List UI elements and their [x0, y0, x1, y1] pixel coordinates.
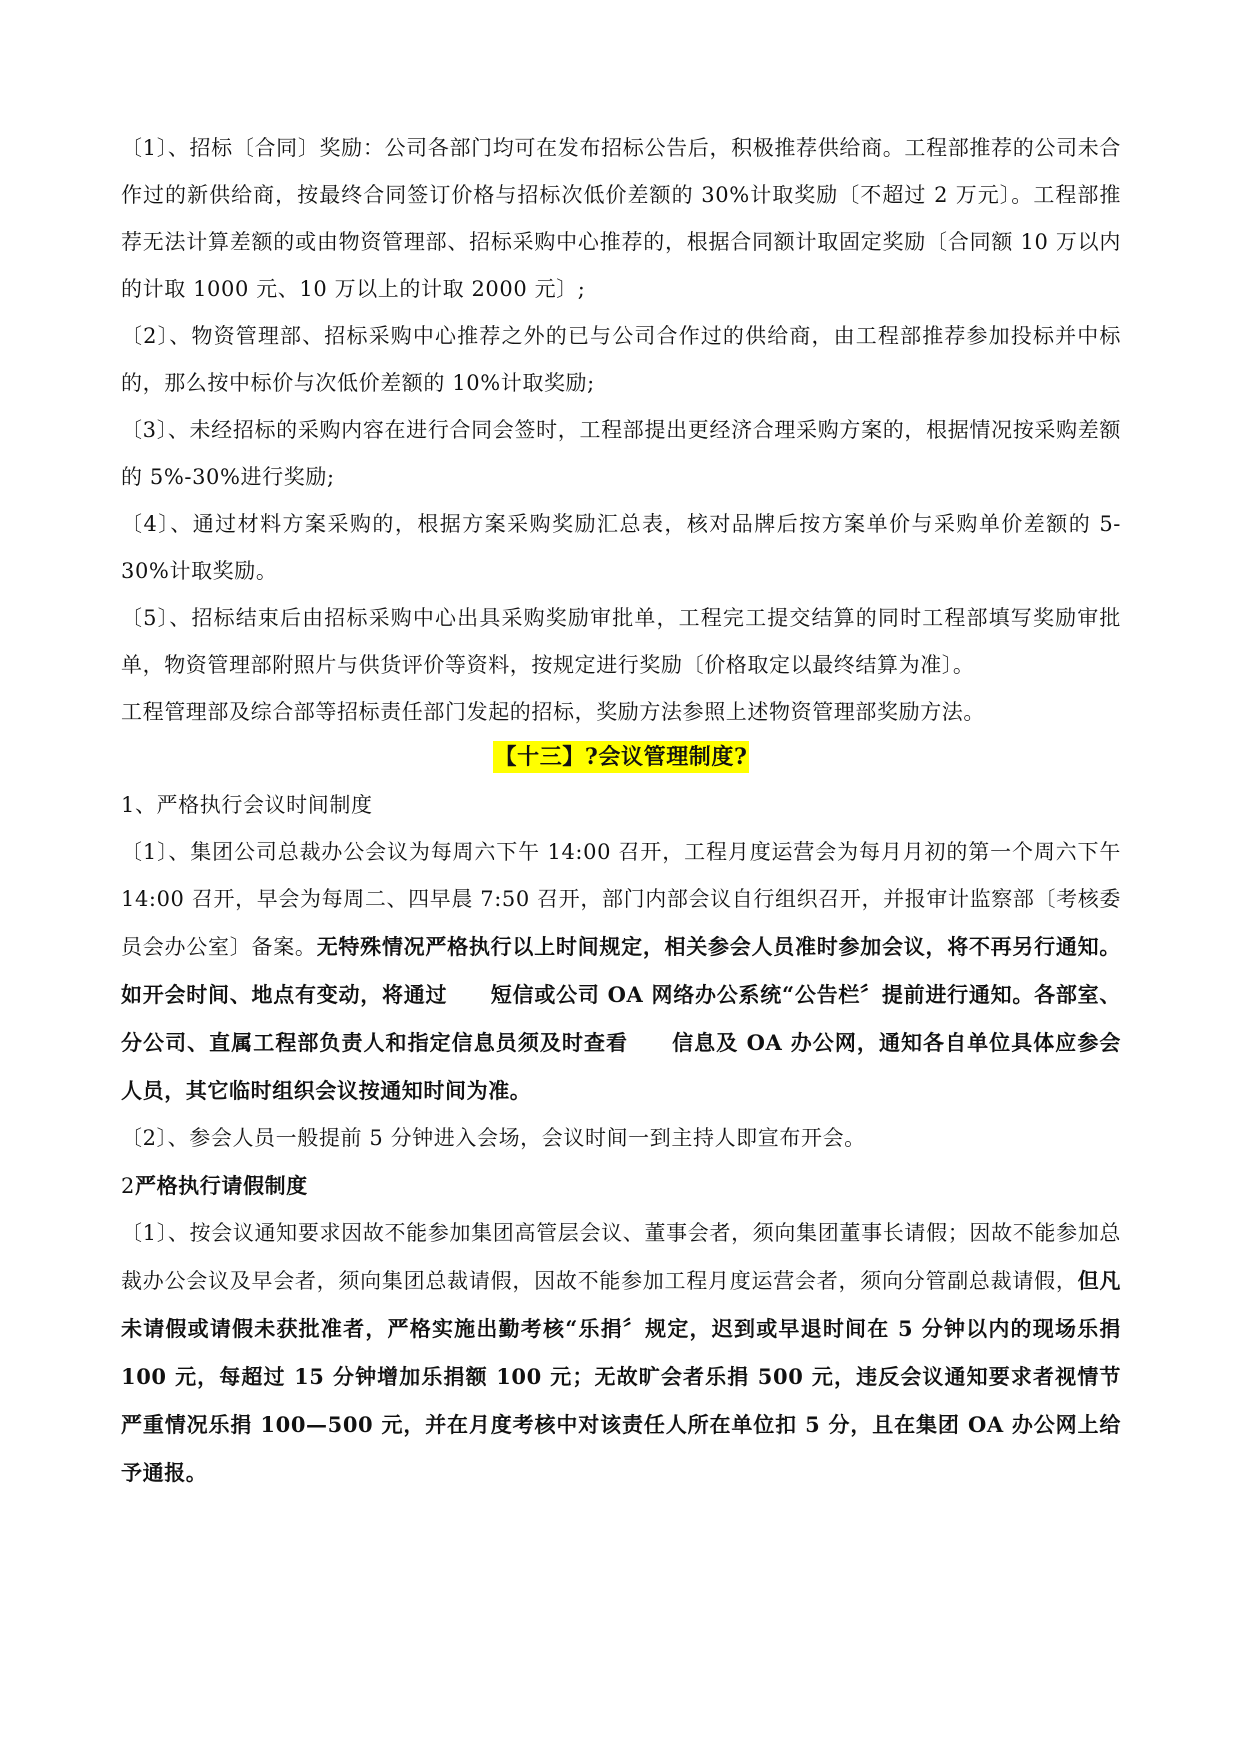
- section-heading-meeting-management: 【十三】?会议管理制度?: [493, 741, 750, 773]
- paragraph-approval-process: 〔5〕、招标结束后由招标采购中心出具采购奖励审批单，工程完工提交结算的同时工程部填写奖励审批单，物资管理部附照片与供货评价等资料，按规定进行奖励〔价格取定以最终结算为准〕。: [121, 606, 1121, 677]
- paragraph-reference-method: 工程管理部及综合部等招标责任部门发起的招标，奖励方法参照上述物资管理部奖励方法。: [121, 700, 985, 724]
- subsection-title-text: 严格执行请假制度: [134, 1173, 308, 1198]
- paragraph-leave-rules: [121, 1210, 1121, 1497]
- leave-rules-bold-text: 但凡未请假或请假未获批准者，严格实施出勤考核“乐捐〞规定，迟到或早退时间在 5 分钟以内的现场乐捐 100 元，每超过 15 分钟增加乐捐额 100 元；无故旷会者乐捐 500 元，违反会议通知要求者视情节严重情况乐捐 100—500 元，并在月度考核中对该责任人所在单位扣 5 分，且在集团 OA 办公网上给予通报。: [121, 1268, 1121, 1485]
- paragraph-material-plan-reward: 〔4〕、通过材料方案采购的，根据方案采购奖励汇总表，核对品牌后按方案单价与采购单价差额的 5-30%计取奖励。: [121, 512, 1121, 583]
- paragraph-bid-contract-reward: 〔1〕、招标〔合同〕奖励：公司各部门均可在发布招标公告后，积极推荐供给商。工程部推荐的公司未合作过的新供给商，按最终合同签订价格与招标次低价差额的 30%计取奖励〔不超过 2 万元〕。工程部推荐无法计算差额的或由物资管理部、招标采购中心推荐的，根据合同额计取固定奖励〔合同额 10 万以内的计取 1000 元、10 万以上的计取 2000 元〕;: [121, 136, 1121, 301]
- meeting-schedule-text: 〔1〕、集团公司总裁办公会议为每周六下午 14:00 召开，工程月度运营会为每月月初的第一个周六下午 14:00 召开，早会为每周二、四早晨 7:50 召开，部门内部会议自行组织召开，并报审计监察部〔考核委员会办公室〕备案。: [121, 840, 1121, 959]
- leave-rules-text: 〔1〕、按会议通知要求因故不能参加集团高管层会议、董事会者，须向集团董事长请假；因故不能参加总裁办公会议及早会者，须向集团总裁请假，因故不能参加工程月度运营会者，须向分管副总裁请假，: [121, 1221, 1121, 1293]
- meeting-schedule-bold-text: 无特殊情况严格执行以上时间规定，相关参会人员准时参加会议，将不再另行通知。如开会时间、地点有变动，将通过 短信或公司 OA 网络办公系统“公告栏〞提前进行通知。各部室、分公司、直属工程部负责人和指定信息员须及时查看 信息及 OA 办公网，通知各自单位具体应参会人员，其它临时组织会议按通知时间为准。: [121, 934, 1121, 1103]
- subsection-number: 2: [121, 1174, 135, 1198]
- paragraph-supplier-reward: 〔2〕、物资管理部、招标采购中心推荐之外的已与公司合作过的供给商，由工程部推荐参加投标并中标的，那么按中标价与次低价差额的 10%计取奖励;: [121, 324, 1121, 395]
- paragraph-unbid-purchase-reward: 〔3〕、未经招标的采购内容在进行合同会签时，工程部提出更经济合理采购方案的，根据情况按采购差额的 5%-30%进行奖励;: [121, 418, 1121, 489]
- paragraph-meeting-schedule: [121, 829, 1121, 1115]
- paragraph-arrive-early: 〔2〕、参会人员一般提前 5 分钟进入会场，会议时间一到主持人即宣布开会。: [121, 1126, 866, 1150]
- subsection-title-meeting-time: 1、严格执行会议时间制度: [121, 793, 373, 817]
- subsection-title-leave-request: [121, 1162, 1121, 1210]
- document-body: [121, 125, 1121, 1497]
- section-heading-row: [121, 736, 1121, 782]
